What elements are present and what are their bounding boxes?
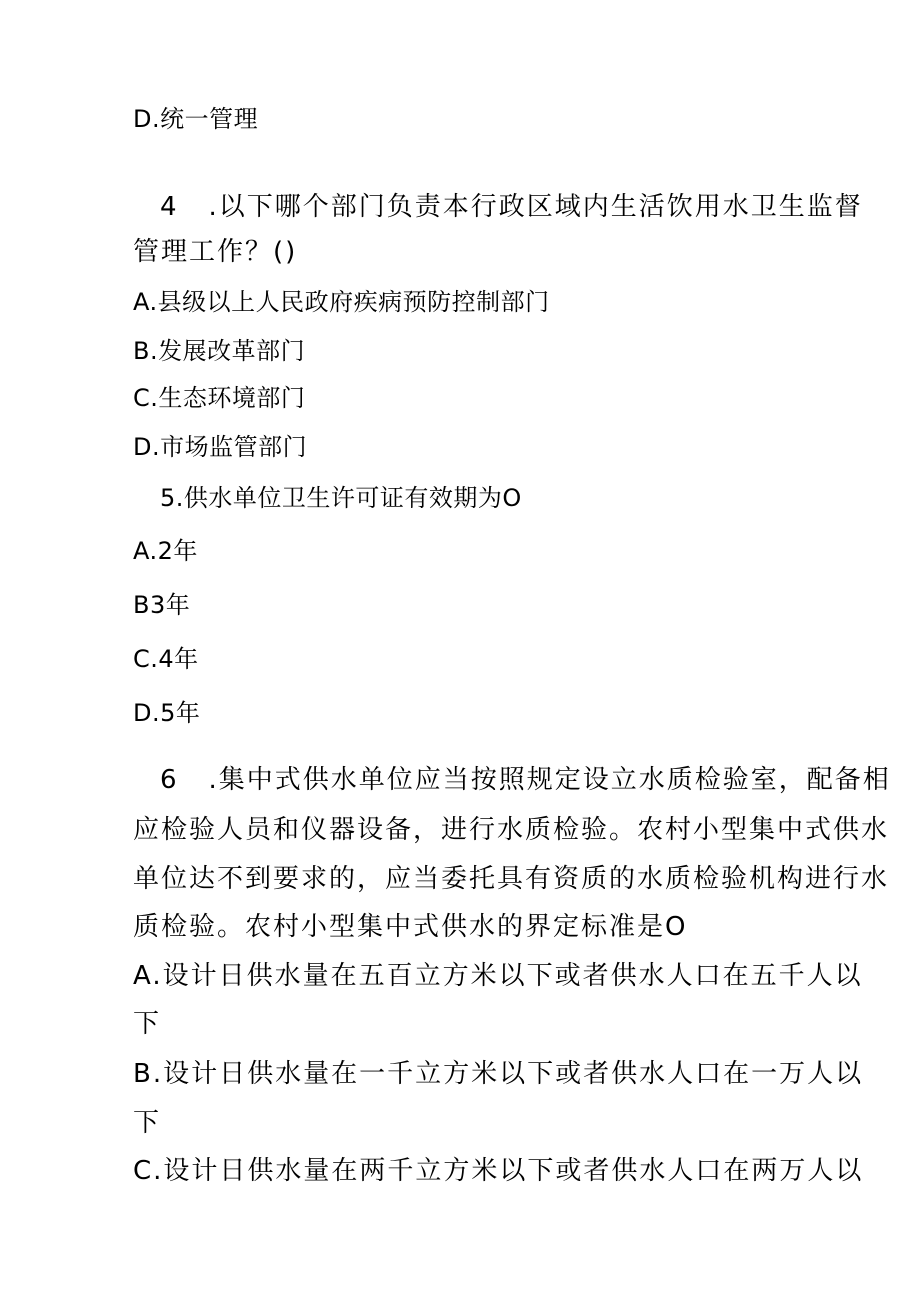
q4-number: 4 bbox=[160, 192, 179, 222]
q3-option-d: D.统一管理 bbox=[133, 105, 259, 133]
q6-stem-line2: 应检验人员和仪器设备，进行水质检验。农村小型集中式供水 bbox=[133, 815, 890, 845]
q6-option-a-line1: A.设计日供水量在五百立方米以下或者供水人口在五千人以 bbox=[133, 961, 863, 991]
q6-number: 6 bbox=[160, 765, 179, 795]
q5-option-b: B3年 bbox=[133, 591, 191, 619]
q5-option-c: C.4年 bbox=[133, 645, 199, 673]
q6-stem-line1 bbox=[160, 765, 891, 795]
q5-stem: 5.供水单位卫生许可证有效期为O bbox=[160, 484, 522, 512]
q6-stem-line3: 单位达不到要求的，应当委托具有资质的水质检验机构进行水 bbox=[133, 864, 890, 894]
q4-option-c: C.生态环境部门 bbox=[133, 384, 306, 412]
q4-option-b: B.发展改革部门 bbox=[133, 337, 306, 365]
q4-stem-text: .以下哪个部门负责本行政区域内生活饮用水卫生监督 bbox=[208, 192, 863, 222]
q5-option-d: D.5年 bbox=[133, 699, 201, 727]
q6-stem-line4: 质检验。农村小型集中式供水的界定标准是O bbox=[133, 912, 688, 942]
q6-option-b-line2: 下 bbox=[133, 1108, 162, 1138]
q5-option-a: A.2年 bbox=[133, 537, 198, 565]
q4-option-d: D.市场监管部门 bbox=[133, 433, 308, 461]
q4-stem-line2: 管理工作？() bbox=[133, 237, 298, 267]
q6-option-a-line2: 下 bbox=[133, 1009, 162, 1039]
q6-option-b-line1: B.设计日供水量在一千立方米以下或者供水人口在一万人以 bbox=[133, 1059, 864, 1089]
q6-option-c-line1: C.设计日供水量在两千立方米以下或者供水人口在两万人以 bbox=[133, 1156, 864, 1186]
q4-option-a: A.县级以上人民政府疾病预防控制部门 bbox=[133, 288, 550, 316]
q6-stem-text: .集中式供水单位应当按照规定设立水质检验室，配备相 bbox=[208, 765, 891, 795]
q4-stem-line1 bbox=[160, 192, 863, 222]
